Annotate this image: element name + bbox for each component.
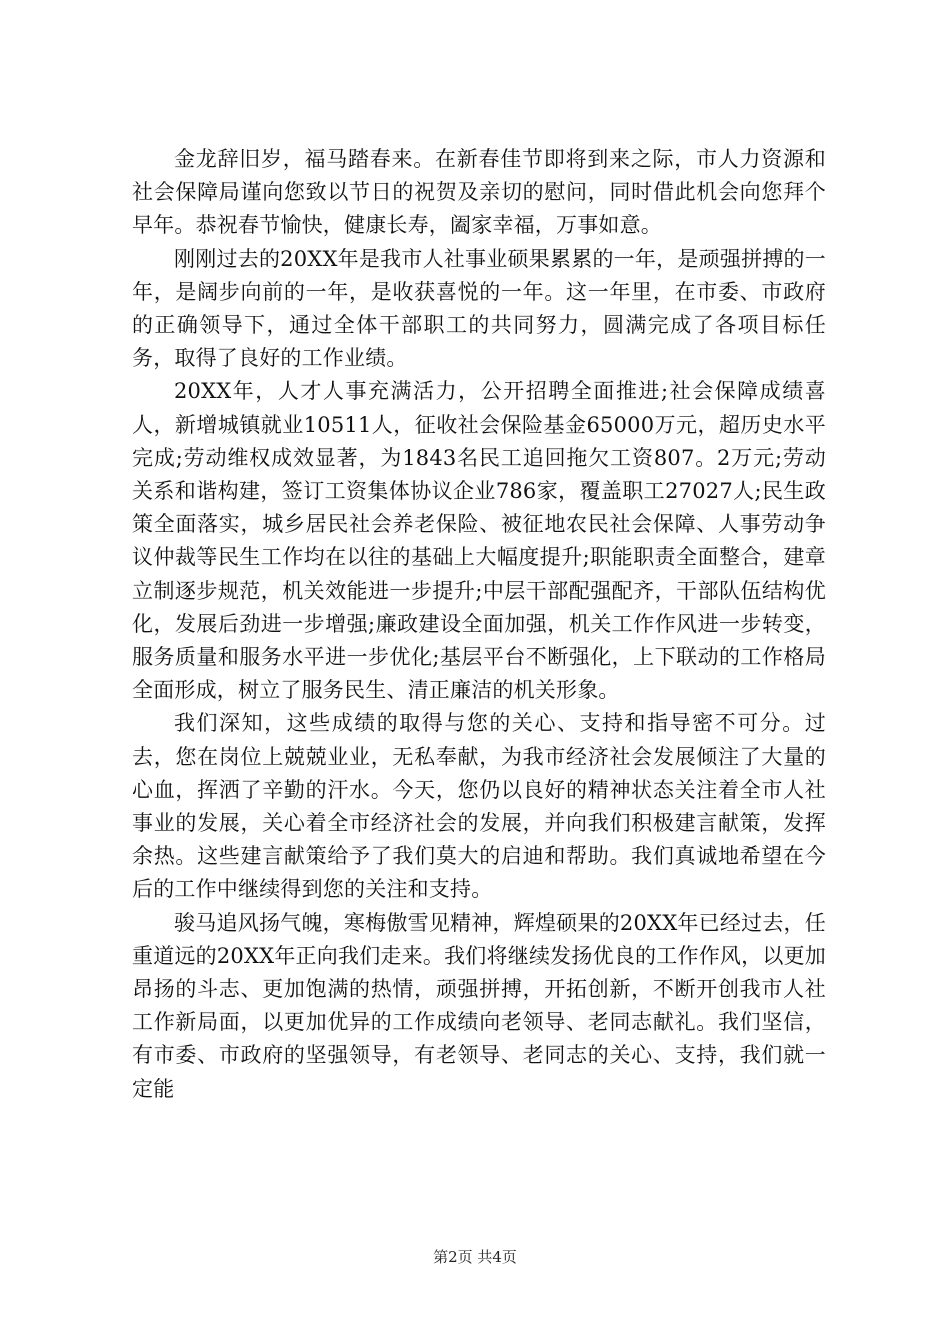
paragraph-review: 刚刚过去的20XX年是我市人社事业硕果累累的一年，是顽强拼搏的一年，是阔步向前的一年，是收获喜悦的一年。这一年里，在市委、市政府的正确领导下，通过全体干部职工的共同努力，圆满完成了各项目标任务，取得了良好的工作业绩。 bbox=[132, 246, 826, 371]
paragraph-outlook: 骏马追风扬气魄，寒梅傲雪见精神，辉煌硕果的20XX年已经过去，任重道远的20XX年正向我们走来。我们将继续发扬优良的工作作风，以更加昂扬的斗志、更加饱满的热情，顽强拼搏，开拓创新，不断开创我市人社工作新局面，以更加优异的工作成绩向老领导、老同志献礼。我们坚信，有市委、市政府的坚强领导，有老领导、老同志的关心、支持，我们就一定能 bbox=[132, 910, 826, 1101]
paragraph-greeting: 金龙辞旧岁，福马踏春来。在新春佳节即将到来之际，市人力资源和社会保障局谨向您致以节日的祝贺及亲切的慰问，同时借此机会向您拜个早年。恭祝春节愉快，健康长寿，阖家幸福，万事如意。 bbox=[132, 147, 826, 238]
paragraph-gratitude: 我们深知，这些成绩的取得与您的关心、支持和指导密不可分。过去，您在岗位上兢兢业业，无私奉献，为我市经济社会发展倾注了大量的心血，挥洒了辛勤的汗水。今天，您仍以良好的精神状态关注着全市人社事业的发展，关心着全市经济社会的发展，并向我们积极建言献策，发挥余热。这些建言献策给予了我们莫大的启迪和帮助。我们真诚地希望在今后的工作中继续得到您的关注和支持。 bbox=[132, 711, 826, 902]
page-footer: 第2页 共4页 bbox=[433, 1248, 517, 1266]
paragraph-achievements: 20XX年，人才人事充满活力，公开招聘全面推进;社会保障成绩喜人，新增城镇就业10511人，征收社会保险基金65000万元，超历史水平完成;劳动维权成效显著，为1843名民工追回拖欠工资807。2万元;劳动关系和谐构建，签订工资集体协议企业786家，覆盖职工27027人;民生政策全面落实，城乡居民社会养老保险、被征地农民社会保障、人事劳动争议仲裁等民生工作均在以往的基础上大幅度提升;职能职责全面整合，建章立制逐步规范，机关效能进一步提升;中层干部配强配齐，干部队伍结构优化，发展后劲进一步增强;廉政建设全面加强，机关工作作风进一步转变，服务质量和服务水平进一步优化;基层平台不断强化，上下联动的工作格局全面形成，树立了服务民生、清正廉洁的机关形象。 bbox=[132, 379, 826, 703]
document-body bbox=[132, 143, 826, 1106]
